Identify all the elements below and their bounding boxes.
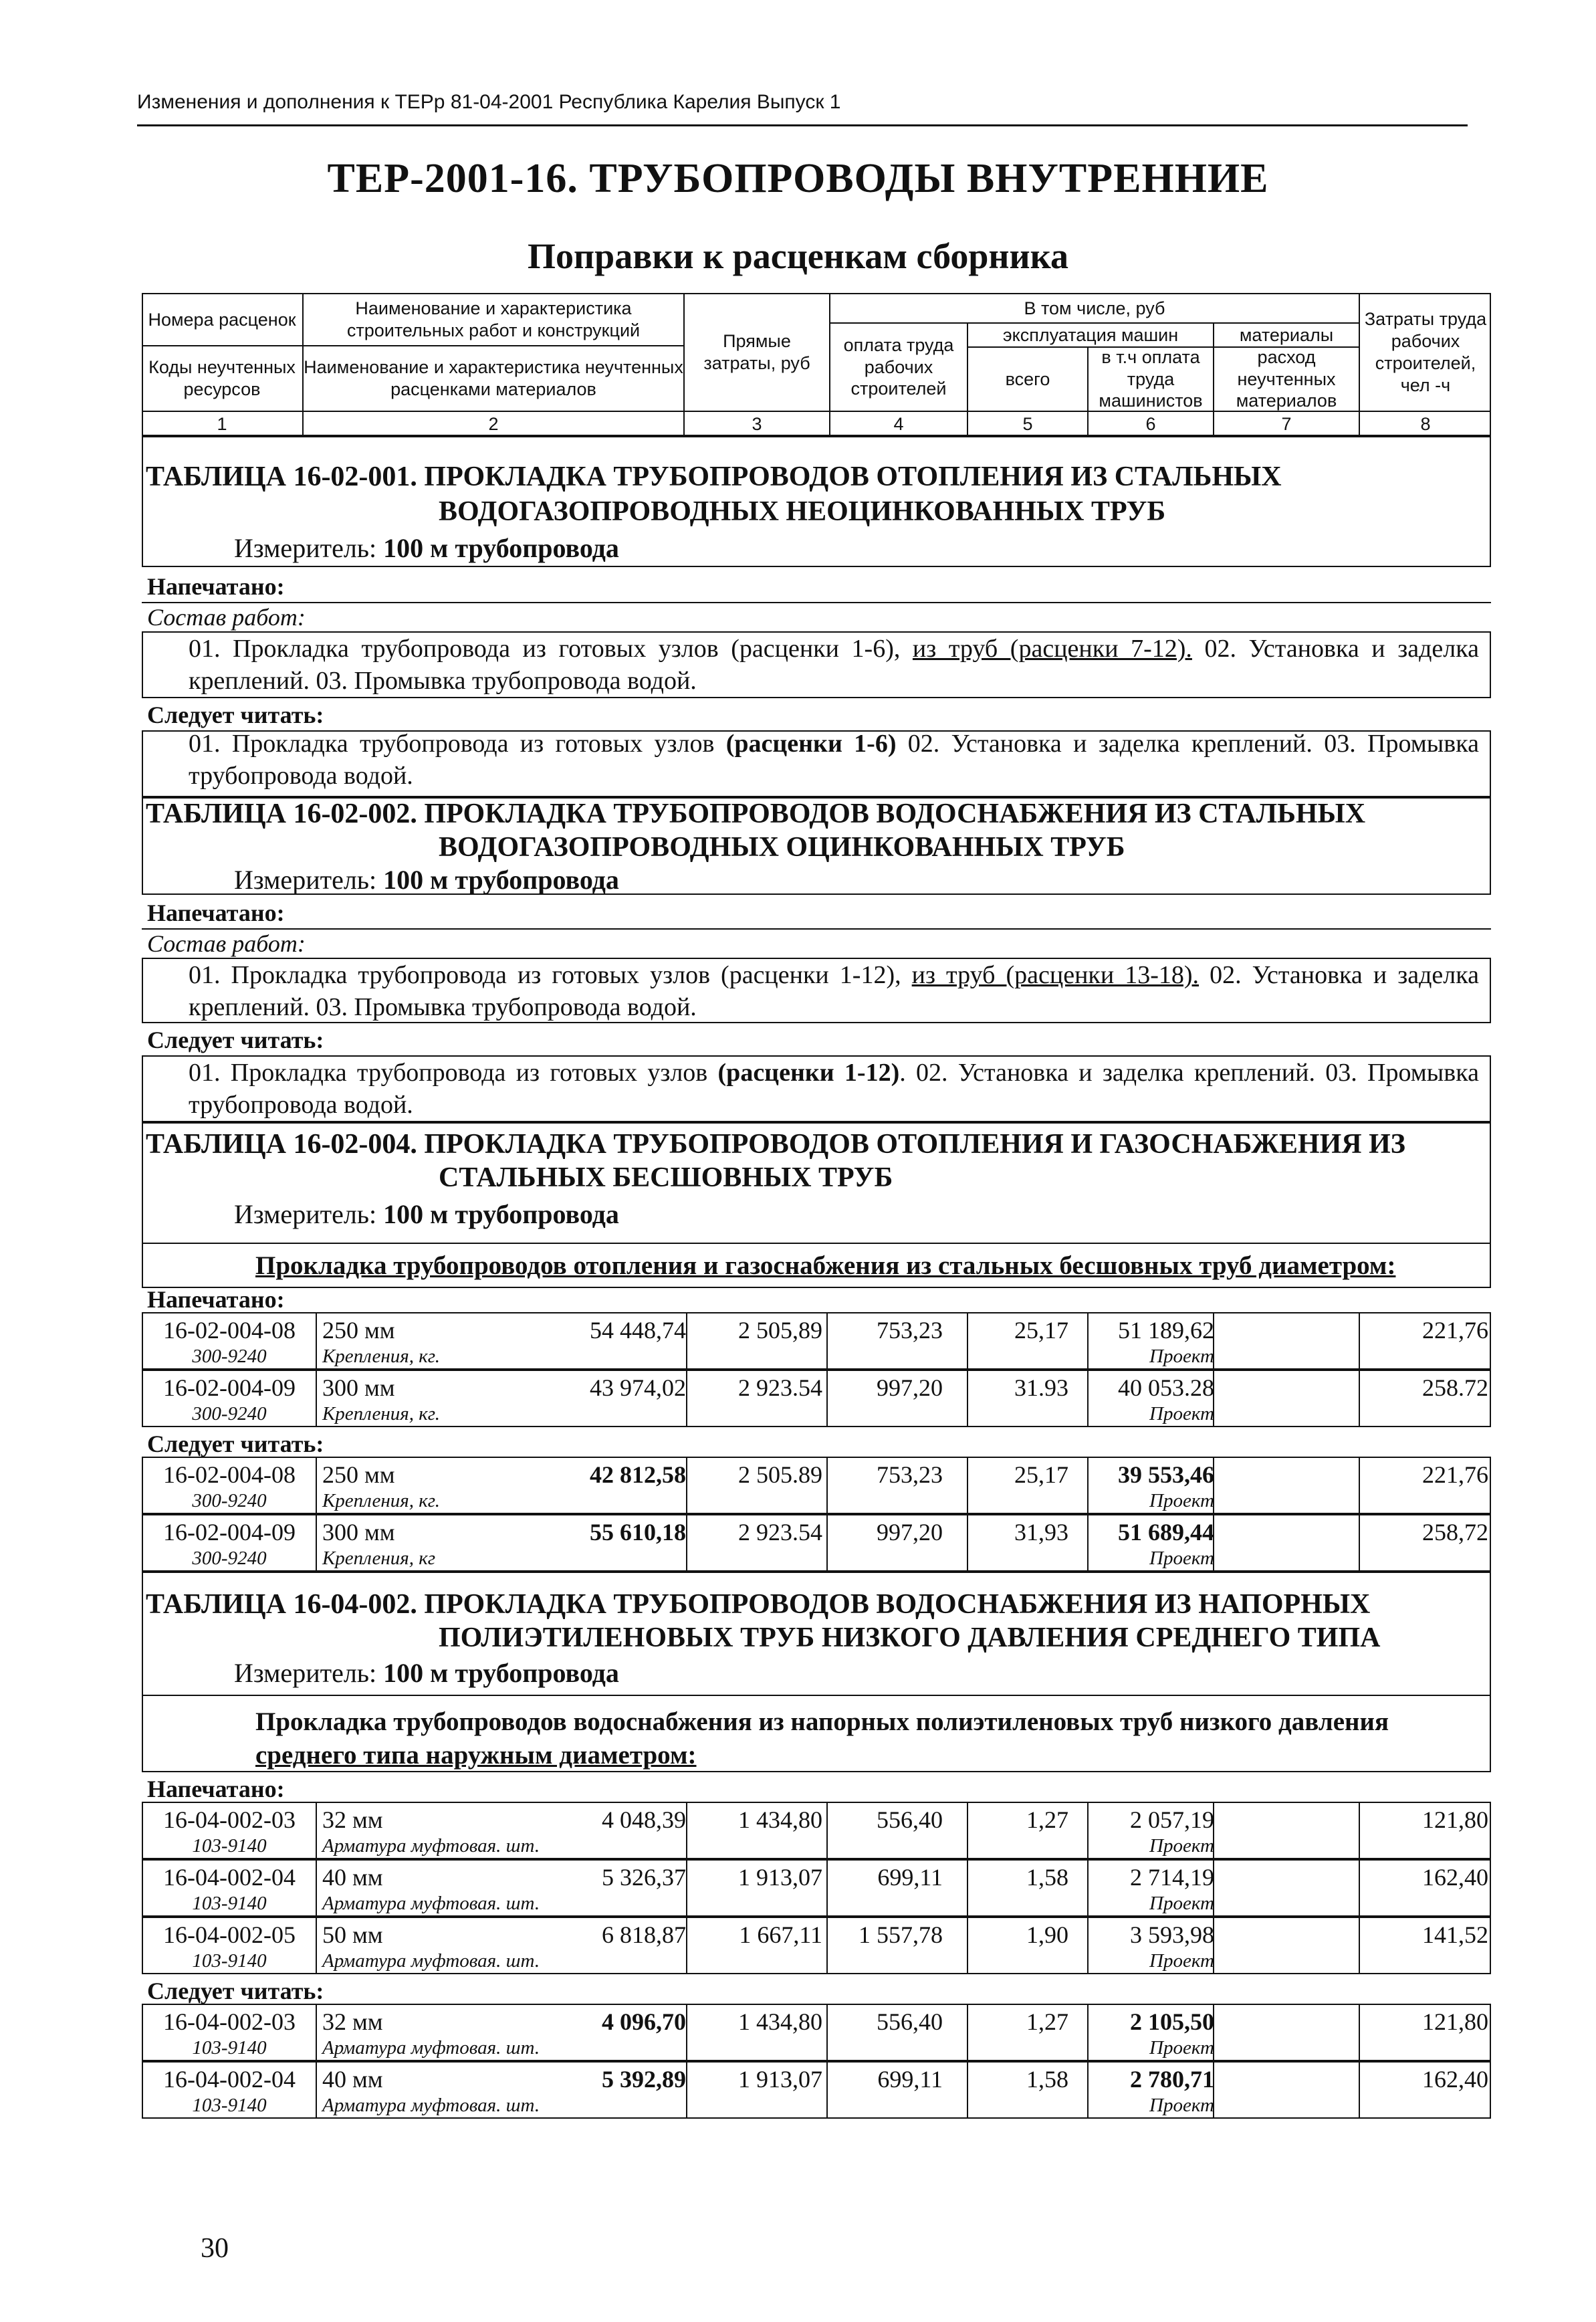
col-number-7: 7 <box>1281 413 1292 434</box>
value-v8: 221,76 <box>1422 1317 1488 1344</box>
table-row <box>142 1859 1491 1917</box>
header-material-name: Наименование и характеристика неучтенных расценками материалов <box>304 357 683 399</box>
composition-label: Состав работ: <box>147 604 306 631</box>
project-note: Проект <box>1149 1893 1214 1914</box>
value-v5: 753,23 <box>877 1461 943 1488</box>
value-v7: 2 057,19 <box>1130 1806 1214 1833</box>
section-title: ТАБЛИЦА 16-02-004. ПРОКЛАДКА ТРУБОПРОВОДОВ ОТОПЛЕНИЯ И ГАЗОСНАБЖЕНИЯ ИЗ <box>146 1129 1405 1160</box>
rate-name: 40 мм <box>322 2066 383 2093</box>
running-head: Изменения и дополнения к ТЕРр 81-04-2001 Республика Карелия Выпуск 1 <box>137 91 841 113</box>
value-v7: 3 593,98 <box>1130 1921 1214 1948</box>
resource-name: Крепления, кг <box>322 1548 436 1569</box>
table-row <box>142 1312 1491 1370</box>
printed-label: Напечатано: <box>147 573 285 600</box>
value-v4: 1 434,80 <box>738 2008 822 2035</box>
col-number-2: 2 <box>488 413 499 434</box>
col-number-1: 1 <box>217 413 227 434</box>
header-machines-total: всего <box>1005 368 1050 389</box>
rate-name: 50 мм <box>322 1921 383 1948</box>
value-v6: 1,58 <box>1026 2066 1068 2093</box>
table-row <box>142 2004 1491 2061</box>
printed-composition: 01. Прокладка трубопровода из готовых узлов (расценки 1-12), из труб (расценки 13-18). 02. Установка и заделка креплений. 03. Промывка трубопровода водой. <box>189 961 1479 1022</box>
value-v3: 5 326,37 <box>602 1864 686 1891</box>
corrected-composition: 01. Прокладка трубопровода из готовых узлов (расценки 1-12). 02. Установка и заделка креплений. 03. Промывка трубопровода водой. <box>189 1059 1480 1120</box>
project-note: Проект <box>1149 2037 1214 2059</box>
printed-label: Напечатано: <box>147 1286 285 1313</box>
table-16-02-001 <box>142 436 1491 567</box>
value-v3: 6 818,87 <box>602 1921 686 1948</box>
value-v4: 2 923.54 <box>738 1374 822 1401</box>
rate-code: 16-04-002-04 <box>163 1864 296 1891</box>
page-number: 30 <box>201 2233 229 2264</box>
value-v7: 51 689,44 <box>1118 1519 1214 1546</box>
value-v3: 4 048,39 <box>602 1806 686 1833</box>
header-machinist-wages: в т.ч оплата труда машинистов <box>1099 346 1203 411</box>
value-v8: 162,40 <box>1422 1864 1488 1891</box>
value-v3: 54 448,74 <box>590 1317 686 1344</box>
section-title-cont: ВОДОГАЗОПРОВОДНЫХ НЕОЦИНКОВАННЫХ ТРУБ <box>439 496 1166 527</box>
measure-unit <box>234 864 619 895</box>
rate-name: 250 мм <box>322 1461 395 1488</box>
rate-name: 250 мм <box>322 1317 395 1344</box>
value-v5: 556,40 <box>877 1806 943 1833</box>
section-title: ТАБЛИЦА 16-02-001. ПРОКЛАДКА ТРУБОПРОВОДОВ ОТОПЛЕНИЯ ИЗ СТАЛЬНЫХ <box>146 461 1282 492</box>
value-v4: 2 505,89 <box>738 1317 822 1344</box>
rate-name: 32 мм <box>322 2008 383 2035</box>
value-v7: 2 780,71 <box>1130 2066 1214 2093</box>
rate-code: 16-02-004-08 <box>163 1317 296 1344</box>
measure-value: 100 м трубопровода <box>383 1199 619 1229</box>
rate-code: 16-02-004-09 <box>163 1519 296 1546</box>
value-v8: 221,76 <box>1422 1461 1488 1488</box>
rate-name: 40 мм <box>322 1864 383 1891</box>
section-intro-cont: среднего типа наружным диаметром: <box>255 1741 697 1770</box>
value-v7: 40 053.28 <box>1118 1374 1214 1401</box>
resource-code: 103-9140 <box>192 1950 267 1972</box>
header-direct-costs: Прямые затраты, руб <box>703 331 810 373</box>
measure-unit <box>234 1657 619 1689</box>
col-number-5: 5 <box>1022 413 1033 434</box>
value-v5: 699,11 <box>877 1864 943 1891</box>
printed-label: Напечатано: <box>147 1776 285 1802</box>
value-v8: 258.72 <box>1422 1374 1488 1401</box>
section-title-cont: СТАЛЬНЫХ БЕСШОВНЫХ ТРУБ <box>439 1162 893 1193</box>
value-v5: 997,20 <box>877 1374 943 1401</box>
rate-code: 16-02-004-09 <box>163 1374 296 1401</box>
printed-composition: 01. Прокладка трубопровода из готовых узлов (расценки 1-6), из труб (расценки 7-12). 02. Установка и заделка креплений. 03. Промывка трубопровода водой. <box>189 635 1480 696</box>
col-number-6: 6 <box>1145 413 1156 434</box>
should-read-label: Следует читать: <box>147 702 324 728</box>
project-note: Проект <box>1149 1950 1214 1972</box>
col-number-3: 3 <box>752 413 762 434</box>
corrected-composition: 01. Прокладка трубопровода из готовых узлов (расценки 1-6) 02. Установка и заделка креплений. 03. Промывка трубопровода водой. <box>189 730 1480 790</box>
project-note: Проект <box>1149 1403 1214 1424</box>
header-materials: материалы <box>1239 324 1334 345</box>
table-16-02-002 <box>142 797 1491 895</box>
resource-code: 300-9240 <box>192 1490 267 1511</box>
measure-label: Измеритель: <box>234 533 384 563</box>
table-row <box>142 1917 1491 1974</box>
value-v7: 2 714,19 <box>1130 1864 1214 1891</box>
project-note: Проект <box>1149 1835 1214 1857</box>
resource-code: 103-9140 <box>192 1835 267 1857</box>
value-v8: 162,40 <box>1422 2066 1488 2093</box>
section-title-cont: ПОЛИЭТИЛЕНОВЫХ ТРУБ НИЗКОГО ДАВЛЕНИЯ СРЕДНЕГО ТИПА <box>439 1622 1381 1653</box>
table-row <box>142 1370 1491 1427</box>
header-machines: эксплуатация машин <box>1002 324 1179 345</box>
project-note: Проект <box>1149 1346 1214 1367</box>
value-v5: 1 557,78 <box>859 1921 943 1948</box>
measure-value: 100 м трубопровода <box>383 533 619 563</box>
value-v8: 121,80 <box>1422 1806 1488 1833</box>
page-title: ТЕР-2001-16. ТРУБОПРОВОДЫ ВНУТРЕННИЕ <box>327 156 1269 201</box>
header-material-consumption: расход неучтенных материалов <box>1236 346 1337 411</box>
header-work-name: Наименование и характеристика строительных работ и конструкций <box>346 298 641 340</box>
rate-code: 16-04-002-03 <box>163 2008 296 2035</box>
header-including: В том числе, руб <box>1024 298 1165 318</box>
value-v7: 2 105,50 <box>1130 2008 1214 2035</box>
value-v6: 25,17 <box>1014 1461 1068 1488</box>
project-note: Проект <box>1149 1548 1214 1569</box>
resource-name: Арматура муфтовая. шт. <box>322 1893 540 1914</box>
value-v5: 997,20 <box>877 1519 943 1546</box>
value-v4: 1 434,80 <box>738 1806 822 1833</box>
rate-code: 16-02-004-08 <box>163 1461 296 1488</box>
resource-code: 103-9140 <box>192 2095 267 2116</box>
rate-name: 300 мм <box>322 1519 395 1546</box>
value-v8: 121,80 <box>1422 2008 1488 2035</box>
resource-name: Арматура муфтовая. шт. <box>322 1835 540 1857</box>
value-v4: 2 505.89 <box>738 1461 822 1488</box>
value-v8: 258,72 <box>1422 1519 1488 1546</box>
value-v3: 5 392,89 <box>602 2066 686 2093</box>
project-note: Проект <box>1149 2095 1214 2116</box>
resource-name: Арматура муфтовая. шт. <box>322 2037 540 2059</box>
resource-code: 300-9240 <box>192 1403 267 1424</box>
value-v3: 4 096,70 <box>602 2008 686 2035</box>
measure-label: Измеритель: <box>234 1658 384 1688</box>
value-v4: 1 913,07 <box>738 1864 822 1891</box>
table-row <box>142 1802 1491 1859</box>
value-v6: 31.93 <box>1014 1374 1068 1401</box>
value-v5: 699,11 <box>877 2066 943 2093</box>
resource-name: Крепления, кг. <box>322 1403 440 1424</box>
rate-code: 16-04-002-05 <box>163 1921 296 1948</box>
resource-code: 103-9140 <box>192 2037 267 2059</box>
table-16-02-004 <box>142 1122 1491 1288</box>
rate-name: 32 мм <box>322 1806 383 1833</box>
section-intro: Прокладка трубопроводов водоснабжения из напорных полиэтиленовых труб низкого давления <box>255 1707 1389 1736</box>
printed-label: Напечатано: <box>147 900 285 926</box>
should-read-label: Следует читать: <box>147 1027 324 1053</box>
resource-code: 300-9240 <box>192 1548 267 1569</box>
value-v5: 556,40 <box>877 2008 943 2035</box>
resource-code: 103-9140 <box>192 1893 267 1914</box>
resource-name: Арматура муфтовая. шт. <box>322 2095 540 2116</box>
value-v3: 43 974,02 <box>590 1374 686 1401</box>
header-rate-numbers: Номера расценок <box>148 309 296 330</box>
measure-label: Измеритель: <box>234 1199 384 1229</box>
header-worker-wages: оплата труда рабочих строителей <box>843 334 954 399</box>
header-labor-costs: Затраты труда рабочих строителей, чел -ч <box>1364 309 1487 395</box>
header-resource-codes: Коды неучтенных ресурсов <box>148 357 296 399</box>
value-v3: 42 812,58 <box>590 1461 686 1488</box>
section-title: ТАБЛИЦА 16-04-002. ПРОКЛАДКА ТРУБОПРОВОДОВ ВОДОСНАБЖЕНИЯ ИЗ НАПОРНЫХ <box>146 1589 1371 1620</box>
should-read-label: Следует читать: <box>147 1431 324 1457</box>
table-row <box>142 1457 1491 1514</box>
value-v7: 39 553,46 <box>1118 1461 1214 1488</box>
resource-code: 300-9240 <box>192 1346 267 1367</box>
page-subtitle: Поправки к расценкам сборника <box>528 236 1068 276</box>
composition-label: Состав работ: <box>147 930 306 957</box>
value-v6: 25,17 <box>1014 1317 1068 1344</box>
value-v8: 141,52 <box>1422 1921 1488 1948</box>
section-title-cont: ВОДОГАЗОПРОВОДНЫХ ОЦИНКОВАННЫХ ТРУБ <box>439 832 1125 863</box>
rate-code: 16-04-002-04 <box>163 2066 296 2093</box>
project-note: Проект <box>1149 1490 1214 1511</box>
section-intro: Прокладка трубопроводов отопления и газоснабжения из стальных бесшовных труб диаметром: <box>255 1251 1396 1280</box>
value-v3: 55 610,18 <box>590 1519 686 1546</box>
value-v5: 753,23 <box>877 1317 943 1344</box>
table-row <box>142 2061 1491 2119</box>
should-read-label: Следует читать: <box>147 1978 324 2004</box>
measure-value: 100 м трубопровода <box>383 865 619 895</box>
measure-unit <box>234 1198 619 1230</box>
running-head-rule <box>137 124 1468 126</box>
table-16-04-002 <box>142 1572 1491 1772</box>
value-v4: 2 923.54 <box>738 1519 822 1546</box>
value-v6: 31,93 <box>1014 1519 1068 1546</box>
measure-unit <box>234 532 619 564</box>
value-v7: 51 189,62 <box>1118 1317 1214 1344</box>
value-v6: 1,90 <box>1026 1921 1068 1948</box>
measure-label: Измеритель: <box>234 865 384 895</box>
measure-value: 100 м трубопровода <box>383 1658 619 1688</box>
rate-name: 300 мм <box>322 1374 395 1401</box>
resource-name: Крепления, кг. <box>322 1346 440 1367</box>
resource-name: Арматура муфтовая. шт. <box>322 1950 540 1972</box>
value-v4: 1 667,11 <box>739 1921 822 1948</box>
section-title: ТАБЛИЦА 16-02-002. ПРОКЛАДКА ТРУБОПРОВОДОВ ВОДОСНАБЖЕНИЯ ИЗ СТАЛЬНЫХ <box>146 799 1366 829</box>
value-v4: 1 913,07 <box>738 2066 822 2093</box>
col-number-8: 8 <box>1420 413 1431 434</box>
col-number-4: 4 <box>893 413 904 434</box>
resource-name: Крепления, кг. <box>322 1490 440 1511</box>
table-row <box>142 1514 1491 1572</box>
value-v6: 1,27 <box>1026 2008 1068 2035</box>
value-v6: 1,27 <box>1026 1806 1068 1833</box>
value-v6: 1,58 <box>1026 1864 1068 1891</box>
rate-code: 16-04-002-03 <box>163 1806 296 1833</box>
